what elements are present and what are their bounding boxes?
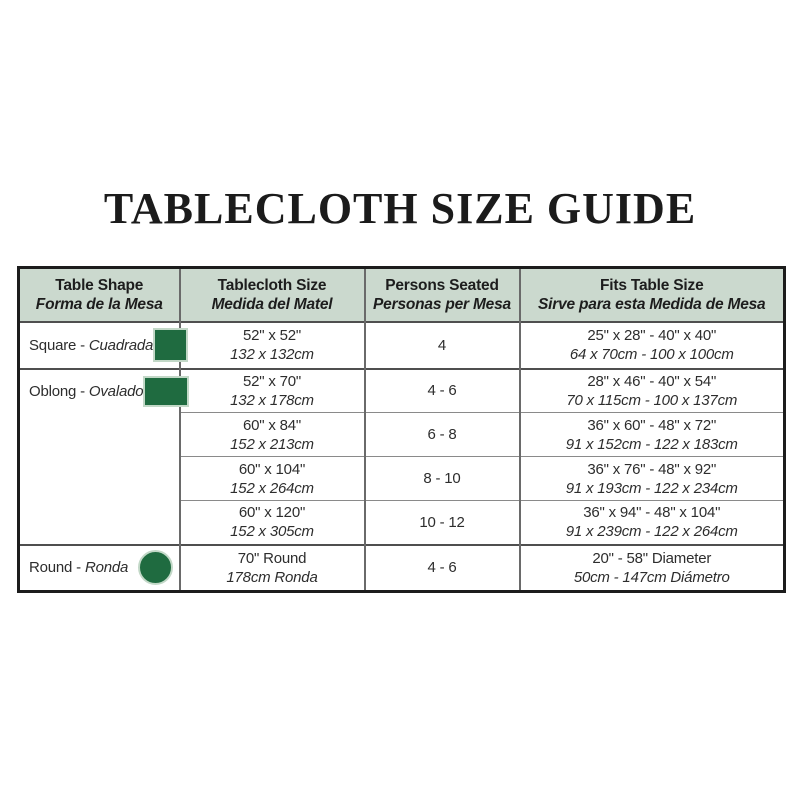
fits-inches: 36" x 94" - 48" x 104" bbox=[583, 504, 721, 522]
fits-cm: 91 x 239cm - 122 x 264cm bbox=[565, 523, 738, 541]
header-es: Personas per Mesa bbox=[373, 295, 511, 313]
header-tablecloth-size bbox=[180, 268, 365, 322]
shape-label: Oblong - Ovalado bbox=[29, 383, 144, 400]
persons-cell: 4 - 6 bbox=[365, 545, 520, 592]
fits-cm: 64 x 70cm - 100 x 100cm bbox=[569, 346, 734, 363]
size-cm: 178cm Ronda bbox=[226, 568, 318, 586]
tablecloth-size-cell bbox=[180, 545, 365, 592]
tablecloth-size-cell bbox=[180, 322, 365, 369]
table-row-oblong-1 bbox=[19, 369, 785, 413]
fits-inches: 20" - 58" Diameter bbox=[592, 549, 712, 567]
persons-cell: 4 bbox=[365, 322, 520, 369]
rectangle-swatch-icon bbox=[143, 376, 189, 407]
shape-cell-round bbox=[19, 545, 180, 592]
square-swatch-icon bbox=[153, 328, 188, 362]
header-persons-seated bbox=[365, 268, 520, 322]
persons-cell: 10 - 12 bbox=[365, 501, 520, 545]
size-cm: 152 x 264cm bbox=[230, 479, 314, 497]
size-inches: 70" Round bbox=[237, 549, 307, 567]
page-title: TABLECLOTH SIZE GUIDE bbox=[103, 184, 697, 233]
persons-cell: 6 - 8 bbox=[365, 413, 520, 457]
size-inches: 60" x 104" bbox=[238, 460, 306, 478]
header-es: Sirve para esta Medida de Mesa bbox=[538, 295, 766, 313]
persons-cell: 4 - 6 bbox=[365, 369, 520, 413]
fits-inches: 36" x 60" - 48" x 72" bbox=[587, 416, 717, 434]
header-en: Persons Seated bbox=[385, 276, 499, 294]
fits-inches: 25" x 28" - 40" x 40" bbox=[587, 327, 717, 344]
size-cm: 152 x 213cm bbox=[230, 435, 314, 453]
shape-cell-oblong bbox=[19, 369, 180, 545]
size-inches: 52" x 70" bbox=[242, 372, 302, 390]
fits-cm: 91 x 152cm - 122 x 183cm bbox=[565, 435, 738, 453]
shape-label: Round - Ronda bbox=[29, 559, 129, 576]
tablecloth-size-cell bbox=[180, 501, 365, 545]
size-guide-table bbox=[17, 266, 786, 593]
fits-size-cell bbox=[520, 322, 785, 369]
fits-cm: 91 x 193cm - 122 x 234cm bbox=[565, 479, 738, 497]
size-inches: 60" x 120" bbox=[238, 504, 306, 522]
fits-size-cell bbox=[520, 369, 785, 413]
fits-size-cell bbox=[520, 545, 785, 592]
size-cm: 152 x 305cm bbox=[230, 523, 314, 541]
header-es: Forma de la Mesa bbox=[35, 295, 163, 313]
size-cm: 132 x 178cm bbox=[230, 391, 314, 409]
fits-inches: 36" x 76" - 48" x 92" bbox=[587, 460, 717, 478]
header-en: Tablecloth Size bbox=[217, 276, 327, 294]
shape-label: Square - Cuadrada bbox=[29, 336, 154, 354]
tablecloth-size-cell bbox=[180, 369, 365, 413]
header-table-shape bbox=[19, 268, 180, 322]
size-cm: 132 x 132cm bbox=[230, 346, 314, 363]
fits-size-cell bbox=[520, 501, 785, 545]
shape-cell-square bbox=[19, 322, 180, 369]
fits-size-cell bbox=[520, 457, 785, 501]
size-inches: 60" x 84" bbox=[242, 416, 302, 434]
table-row-square bbox=[19, 322, 785, 369]
header-en: Table Shape bbox=[55, 276, 144, 294]
fits-size-cell bbox=[520, 413, 785, 457]
circle-swatch-icon bbox=[138, 550, 173, 585]
header-es: Medida del Matel bbox=[211, 295, 333, 313]
tablecloth-size-cell bbox=[180, 457, 365, 501]
header-fits-table-size bbox=[520, 268, 785, 322]
header-en: Fits Table Size bbox=[599, 276, 704, 294]
table-row-round bbox=[19, 545, 785, 592]
fits-inches: 28" x 46" - 40" x 54" bbox=[587, 372, 717, 390]
fits-cm: 70 x 115cm - 100 x 137cm bbox=[566, 391, 738, 409]
size-inches: 52" x 52" bbox=[242, 327, 302, 344]
fits-cm: 50cm - 147cm Diámetro bbox=[573, 568, 730, 586]
header-row bbox=[19, 268, 785, 322]
persons-cell: 8 - 10 bbox=[365, 457, 520, 501]
tablecloth-size-cell bbox=[180, 413, 365, 457]
